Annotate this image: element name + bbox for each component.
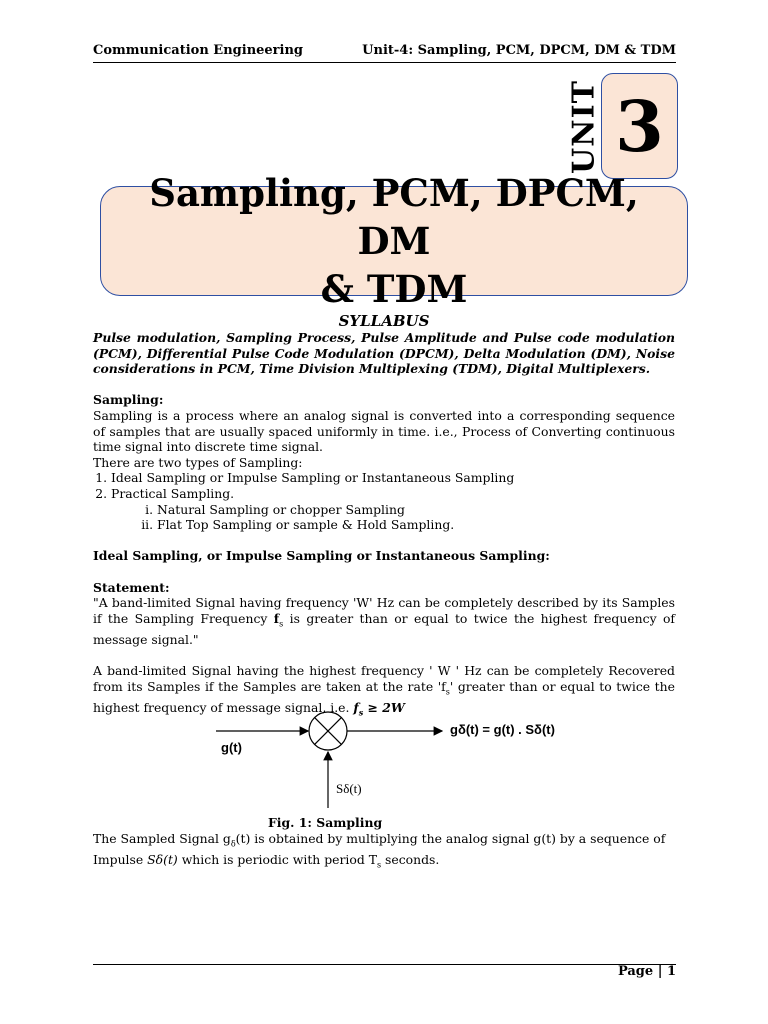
output-label: gδ(t) = g(t) . Sδ(t) [450,722,555,737]
syllabus-text: Pulse modulation, Sampling Process, Pulse Amplitude and Pulse code modulation (PCM), Differential Pulse Code Modulation (DPCM), Delta Modulation (DM), Noise considerations in PCM, Time Division Multiplexing (TDM), Digital Multiplexers. [93,330,675,377]
unit-number: 3 [601,73,678,179]
sampling-types-list [93,470,675,532]
chapter-title-box [100,171,688,311]
ideal-sampling-heading: Ideal Sampling, or Impulse Sampling or Instantaneous Sampling: [93,548,550,564]
header-right: Unit-4: Sampling, PCM, DPCM, DM & TDM [362,43,676,58]
figure-section [93,815,675,873]
multiplier-symbol [309,712,347,750]
statement-heading: Statement: [93,579,170,595]
list-item: 2. Practical Sampling. i. Natural Sampling or chopper Sampling ii. Flat Top Sampling or sample & Hold Sampling. [111,486,675,533]
figure-text: The Sampled Signal $g_\delta(t)$ is obtained by multiplying the analog signal g(t) by a sequence of Impulse Sδ(t) which is periodic with period $T_s$ seconds. [93,831,666,870]
figure-caption: Fig. 1: Sampling [268,815,383,830]
sampling-heading: Sampling: [93,392,164,408]
recovery-text: A band-limited Signal having the highest frequency ' W ' Hz can be completely Recovered from its Samples if the Samples are taken at the rate '$f_s$' greater than or equal to twice the highest frequency of message signal, i.e. $f_s \ge 2W$ [93,662,675,718]
statement-text: "A band-limited Signal having frequency 'W' Hz can be completely described by its Samples if the Sampling Frequency $f_s$ is greater than or equal to twice the highest frequency of message signal." [93,595,675,647]
practical-subtypes-list [111,502,675,533]
impulse-label: Sδ(t) [336,781,362,796]
unit-label: UNIT [566,80,602,174]
list-item: 1. Ideal Sampling or Impulse Sampling or Instantaneous Sampling [111,470,675,486]
list-item: i. Natural Sampling or chopper Sampling [157,502,675,518]
list-item: ii. Flat Top Sampling or sample & Hold Sampling. [157,517,675,533]
header-left: Communication Engineering [93,43,304,58]
sampling-definition: Sampling is a process where an analog signal is converted into a corresponding sequence of samples that are usually spaced uniformly in time. i.e., Process of Converting continuous time signal into discrete time signal. [93,407,675,455]
syllabus-heading: SYLLABUS [338,312,430,330]
types-intro: There are two types of Sampling: [93,454,303,470]
chapter-title: Sampling, PCM, DPCM, DM & TDM [149,171,639,311]
page-number: Page | 1 [617,964,676,979]
page-content [93,312,675,721]
header-divider [93,62,676,63]
input-label: g(t) [221,740,242,755]
sampling-block-diagram [200,702,580,812]
